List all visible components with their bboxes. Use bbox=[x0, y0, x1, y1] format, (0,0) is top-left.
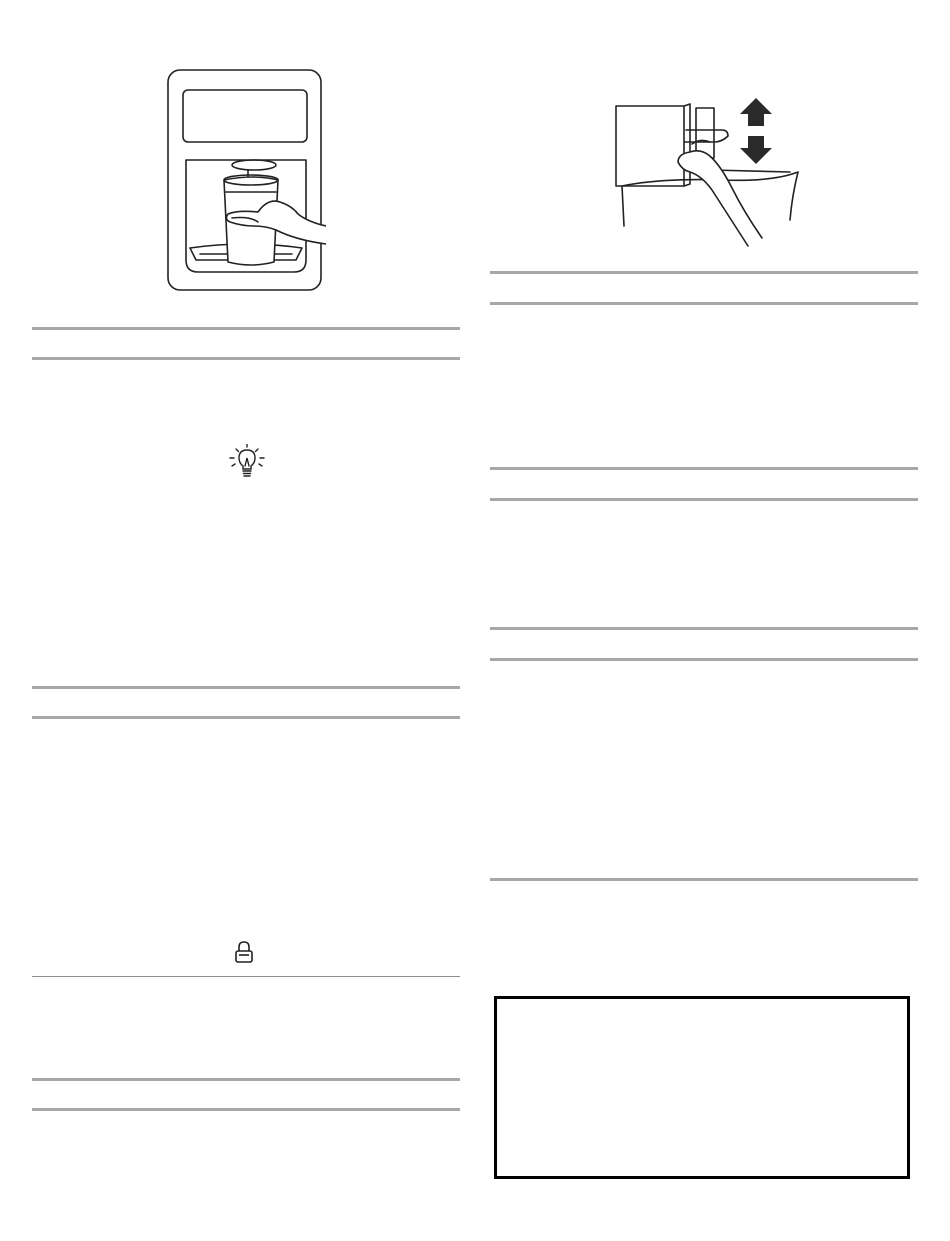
dispenser-cup-illustration bbox=[166, 68, 326, 293]
section-rule bbox=[32, 1108, 460, 1111]
section-rule bbox=[32, 1078, 460, 1081]
section-rule bbox=[490, 302, 918, 305]
section-rule bbox=[490, 467, 918, 470]
section-rule bbox=[490, 878, 918, 881]
section-rule bbox=[32, 686, 460, 689]
section-rule bbox=[32, 357, 460, 360]
section-rule bbox=[32, 716, 460, 719]
section-rule bbox=[32, 327, 460, 330]
ice-bin-lift-illustration bbox=[610, 94, 810, 250]
section-rule bbox=[490, 658, 918, 661]
lock-icon bbox=[234, 941, 254, 963]
light-bulb-icon bbox=[226, 444, 268, 478]
section-rule bbox=[490, 271, 918, 274]
section-rule bbox=[32, 976, 460, 977]
section-rule bbox=[490, 498, 918, 501]
section-rule bbox=[490, 627, 918, 630]
note-box bbox=[494, 996, 910, 1179]
